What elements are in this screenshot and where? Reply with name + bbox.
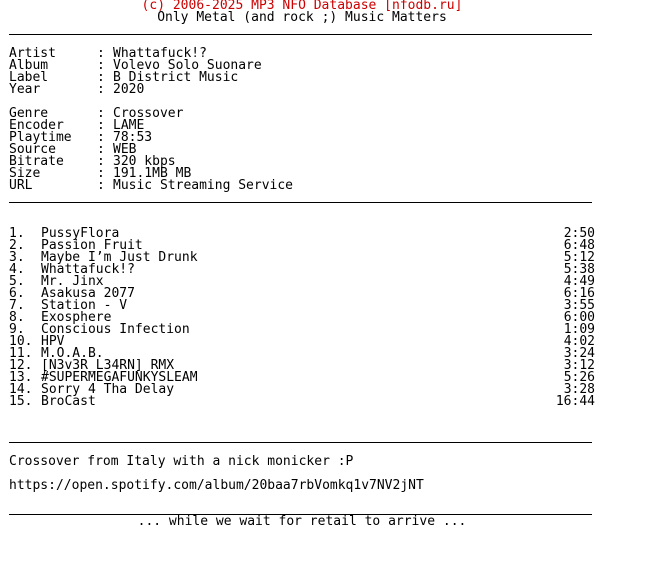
field-value: 78:53 bbox=[113, 130, 153, 145]
field-label: URL bbox=[9, 178, 33, 193]
track-title: #SUPERMEGAFUNKYSLEAM bbox=[41, 370, 198, 385]
field-value: WEB bbox=[113, 142, 137, 157]
track-number: 5. bbox=[9, 274, 25, 289]
field-separator: : bbox=[97, 142, 105, 157]
track-title: PussyFlora bbox=[41, 226, 120, 241]
track-title: Station - V bbox=[41, 298, 128, 313]
field-separator: : bbox=[97, 166, 105, 181]
track-number: 3. bbox=[9, 250, 25, 265]
track-duration: 3:28 bbox=[563, 382, 595, 397]
track-title: [N3v3R_L34RN] RMX bbox=[41, 358, 175, 373]
track-duration: 2:50 bbox=[563, 226, 595, 241]
track-title: Sorry 4 Tha Delay bbox=[41, 382, 175, 397]
field-separator: : bbox=[97, 46, 105, 61]
field-separator: : bbox=[97, 106, 105, 121]
track-number: 7. bbox=[9, 298, 25, 313]
divider-notes bbox=[9, 442, 592, 443]
track-title: Exosphere bbox=[41, 310, 112, 325]
track-number: 11. bbox=[9, 346, 33, 361]
tagline: Only Metal (and rock ;) Music Matters bbox=[157, 10, 447, 25]
track-number: 9. bbox=[9, 322, 25, 337]
track-duration: 5:12 bbox=[563, 250, 595, 265]
track-duration: 1:09 bbox=[563, 322, 595, 337]
field-label: Playtime bbox=[9, 130, 72, 145]
field-separator: : bbox=[97, 118, 105, 133]
track-number: 15. bbox=[9, 394, 33, 409]
field-label: Size bbox=[9, 166, 41, 181]
field-label: Year bbox=[9, 82, 41, 97]
field-value: Whattafuck!? bbox=[113, 46, 207, 61]
track-row bbox=[9, 396, 595, 408]
track-number: 6. bbox=[9, 286, 25, 301]
track-title: Maybe I’m Just Drunk bbox=[41, 250, 198, 265]
field-label: Artist bbox=[9, 46, 56, 61]
track-number: 1. bbox=[9, 226, 25, 241]
track-number: 10. bbox=[9, 334, 33, 349]
track-row bbox=[9, 324, 595, 336]
tech-row-url bbox=[9, 180, 595, 192]
track-duration: 16:44 bbox=[555, 394, 595, 409]
field-value: LAME bbox=[113, 118, 145, 133]
field-separator: : bbox=[97, 58, 105, 73]
footer-text: ... while we wait for retail to arrive ... bbox=[137, 514, 467, 529]
track-number: 14. bbox=[9, 382, 33, 397]
field-separator: : bbox=[97, 70, 105, 85]
track-duration: 3:12 bbox=[563, 358, 595, 373]
release-info bbox=[9, 48, 595, 96]
track-title: HPV bbox=[41, 334, 65, 349]
field-value: Music Streaming Service bbox=[113, 178, 294, 193]
field-label: Bitrate bbox=[9, 154, 64, 169]
track-duration: 3:24 bbox=[563, 346, 595, 361]
track-duration: 6:48 bbox=[563, 238, 595, 253]
field-value: 320 kbps bbox=[113, 154, 176, 169]
track-duration: 5:38 bbox=[563, 262, 595, 277]
track-title: BroCast bbox=[41, 394, 96, 409]
field-separator: : bbox=[97, 178, 105, 193]
tech-info bbox=[9, 108, 595, 192]
info-row-year bbox=[9, 84, 595, 96]
track-title: Mr. Jinx bbox=[41, 274, 104, 289]
divider-tracklist bbox=[9, 202, 592, 203]
field-label: Source bbox=[9, 142, 56, 157]
track-title: Passion Fruit bbox=[41, 238, 143, 253]
track-number: 8. bbox=[9, 310, 25, 325]
field-value: B District Music bbox=[113, 70, 239, 85]
notes bbox=[9, 456, 595, 492]
track-duration: 4:02 bbox=[563, 334, 595, 349]
track-duration: 6:16 bbox=[563, 286, 595, 301]
track-duration: 5:26 bbox=[563, 370, 595, 385]
field-label: Label bbox=[9, 70, 49, 85]
track-duration: 6:00 bbox=[563, 310, 595, 325]
footer bbox=[9, 516, 595, 528]
track-duration: 3:55 bbox=[563, 298, 595, 313]
track-title: Conscious Infection bbox=[41, 322, 190, 337]
tracklist bbox=[9, 228, 595, 408]
track-row bbox=[9, 384, 595, 396]
track-number: 2. bbox=[9, 238, 25, 253]
track-number: 13. bbox=[9, 370, 33, 385]
track-title: Whattafuck!? bbox=[41, 262, 135, 277]
field-label: Genre bbox=[9, 106, 49, 121]
field-label: Encoder bbox=[9, 118, 64, 133]
field-value: Volevo Solo Suonare bbox=[113, 58, 262, 73]
track-duration: 4:49 bbox=[563, 274, 595, 289]
nfo-header bbox=[9, 0, 595, 24]
divider-top bbox=[9, 34, 592, 35]
field-label: Album bbox=[9, 58, 49, 73]
field-value: Crossover bbox=[113, 106, 184, 121]
copyright-line: (c) 2006-2025 MP3 NFO Database [nfodb.ru] bbox=[141, 0, 463, 13]
track-title: Asakusa 2077 bbox=[41, 286, 135, 301]
field-separator: : bbox=[97, 130, 105, 145]
field-separator: : bbox=[97, 154, 105, 169]
track-number: 4. bbox=[9, 262, 25, 277]
field-separator: : bbox=[97, 82, 105, 97]
track-number: 12. bbox=[9, 358, 33, 373]
description-text: Crossover from Italy with a nick monicker :P bbox=[9, 454, 354, 469]
track-title: M.O.A.B. bbox=[41, 346, 104, 361]
spotify-link[interactable]: https://open.spotify.com/album/20baa7rbVomkq1v7NV2jNT bbox=[9, 478, 424, 493]
field-value: 191.1MB MB bbox=[113, 166, 192, 181]
field-value: 2020 bbox=[113, 82, 145, 97]
